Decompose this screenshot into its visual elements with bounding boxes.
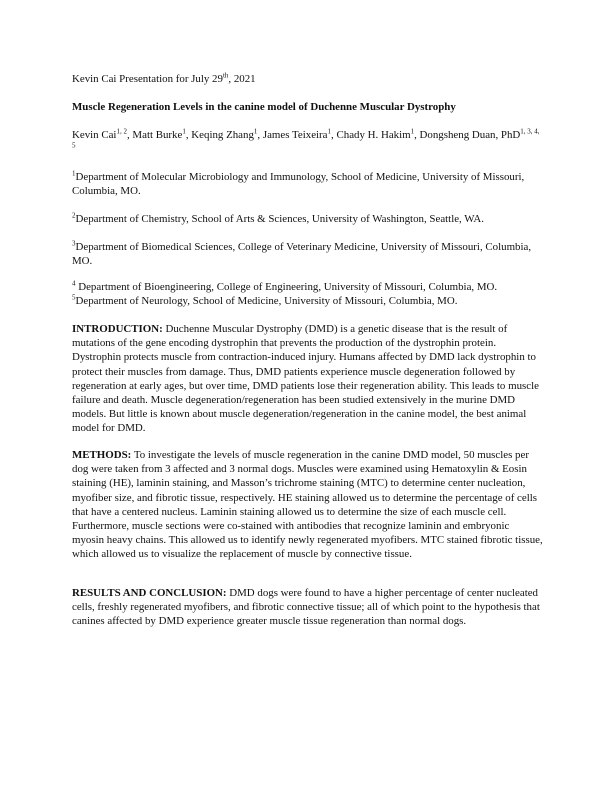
methods-section (72, 448, 544, 562)
author-name: Dongsheng Duan, PhD (419, 129, 521, 141)
affiliation-text: Department of Bioengineering, College of Engineering, University of Missouri, Columbia, MO. (75, 281, 498, 293)
author-separator: , (185, 129, 192, 141)
results-section (72, 586, 544, 629)
author-affil-sup: 1 (327, 127, 332, 136)
author (191, 129, 263, 141)
section-body: To investigate the levels of muscle regeneration in the canine DMD model, 50 muscles per dog were taken from 3 affected and 3 normal dogs. Muscles were examined using Hematoxylin & Eosin staining (HE), laminin staining, and Masson’s trichrome staining (MTC) to determine center nucleation, myofiber size, and fibrotic tissue, respectively. HE staining allowed us to determine the percentage of cells that have a centered nucleus. Laminin staining allowed us to determine the size of each muscle cell. Furthermore, muscle sections were co-stained with antibodies that recognize laminin and embryonic myosin heavy chains. This allowed us to identify newly regenerated myofibers. MTC stained fibrotic tissue, which allowed us to visualize the replacement of muscle by connective tissue. (72, 449, 543, 561)
author-affil-sup: 1, 3, 4, 5 (72, 127, 540, 150)
affiliation-text: Department of Chemistry, School of Arts & Sciences, University of Washington, Seattle, WA. (75, 213, 484, 225)
section-body: Duchenne Muscular Dystrophy (DMD) is a genetic disease that is the result of mutations of the gene encoding dystrophin that prevents the production of the dystrophin protein. Dystrophin protects muscle from contraction-induced injury. Humans affected by DMD lack dystrophin to protect their muscles from damage. Thus, DMD patients experience muscle degeneration followed by regeneration at early ages, but over time, DMD patients lose their regeneration ability. This leads to muscle failure and death. Muscle degeneration/regeneration has been studied extensively in the murine DMD models. But little is known about muscle degeneration/regeneration in the canine model, the best animal model for DMD. (72, 323, 539, 435)
author (336, 129, 419, 141)
author-affil-sup: 1 (182, 127, 186, 136)
affiliation-number: 3 (72, 239, 76, 248)
affiliation-number: 1 (72, 169, 76, 178)
author-separator: , (414, 129, 420, 141)
author-name: Chady H. Hakim (336, 129, 411, 141)
author-name: Matt Burke (132, 129, 183, 141)
author-separator: , (257, 129, 263, 141)
author (72, 129, 132, 141)
author-name: Kevin Cai (72, 129, 117, 141)
author-name: Keqing Zhang (191, 129, 254, 141)
presentation-suffix: , 2021 (228, 73, 256, 85)
affiliation-2 (72, 212, 544, 226)
author-separator: , (331, 129, 337, 141)
affiliation-number: 4 (72, 279, 76, 288)
author-affil-sup: 1 (253, 127, 258, 136)
presentation-line (72, 72, 544, 86)
affiliation-number: 5 (72, 293, 76, 302)
author (263, 129, 337, 141)
author-list (72, 128, 544, 156)
section-body: DMD dogs were found to have a higher percentage of center nucleated cells, freshly regenerated myofibers, and fibrotic connective tissue; all of which point to the hypothesis that canines affected by DMD experience greater muscle tissue regeneration than normal dogs. (72, 587, 540, 628)
author-affil-sup: 1 (410, 127, 415, 136)
affiliation-3 (72, 240, 544, 268)
affiliation-number: 2 (72, 211, 76, 220)
affiliation-text: Department of Neurology, School of Medicine, University of Missouri, Columbia, MO. (75, 295, 458, 308)
affiliation-text: Department of Molecular Microbiology and Immunology, School of Medicine, University of Missouri, Columbia, MO. (72, 171, 525, 198)
title-text: Muscle Regeneration Levels in the canine model of Duchenne Muscular Dystrophy (72, 101, 456, 113)
affiliation-1 (72, 170, 544, 198)
introduction-section (72, 322, 544, 436)
document-title (72, 100, 544, 114)
presentation-sup: th (222, 71, 229, 80)
affiliation-text: Department of Biomedical Sciences, College of Veterinary Medicine, University of Missouri, Columbia, MO. (72, 241, 532, 268)
section-heading: RESULTS AND CONCLUSION: (72, 587, 227, 599)
author-separator: , (126, 129, 133, 141)
author-name: James Teixeira (262, 129, 328, 141)
author (132, 129, 191, 141)
section-heading: INTRODUCTION: (72, 323, 163, 335)
presentation-prefix: Kevin Cai Presentation for July 29 (72, 73, 223, 85)
section-heading: METHODS: (72, 449, 132, 461)
author-affil-sup: 1, 2 (116, 127, 127, 136)
affiliation-4-5 (72, 280, 544, 308)
